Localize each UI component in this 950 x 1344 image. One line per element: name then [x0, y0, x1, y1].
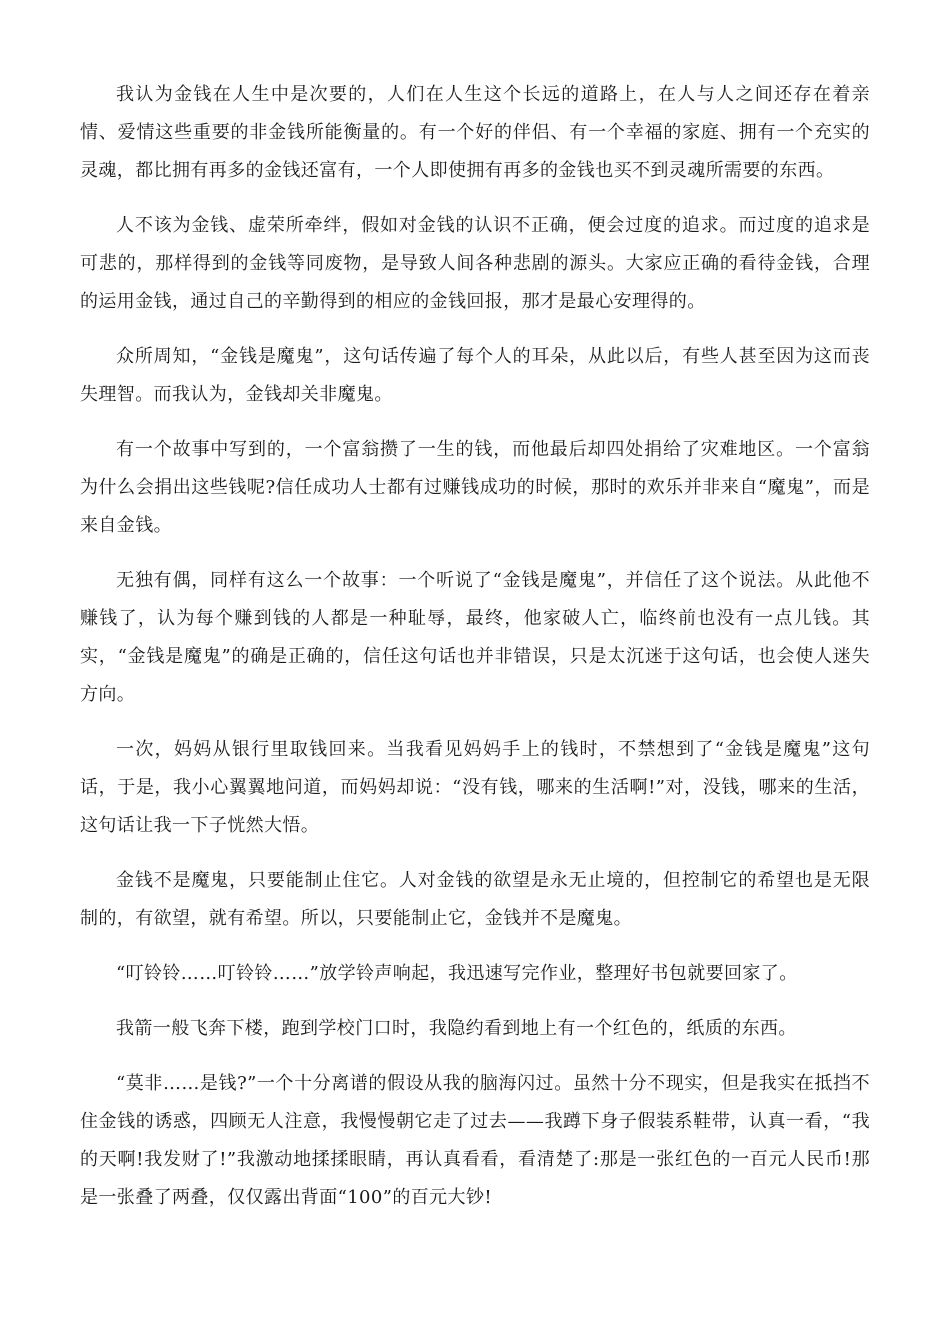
paragraph-10: “莫非……是钱?”一个十分离谱的假设从我的脑海闪过。虽然十分不现实，但是我实在抵挡不住金钱的诱惑，四顾无人注意，我慢慢朝它走了过去——我蹲下身子假装系鞋带，认真一看，“我的天啊!我发财了!”我激动地揉揉眼睛，再认真看看，看清楚了:那是一张红色的一百元人民币!那是一张叠了两叠，仅仅露出背面“100”的百元大钞! — [80, 1073, 870, 1208]
document-page — [80, 76, 870, 1234]
paragraph-3: 众所周知，“金钱是魔鬼”，这句话传遍了每个人的耳朵，从此以后，有些人甚至因为这而丧失理智。而我认为，金钱却关非魔鬼。 — [80, 346, 870, 405]
paragraph-5: 无独有偶，同样有这么一个故事：一个听说了“金钱是魔鬼”，并信任了这个说法。从此他不赚钱了，认为每个赚到钱的人都是一种耻辱，最终，他家破人亡，临终前也没有一点儿钱。其实，“金钱是魔鬼”的确是正确的，信任这句话也并非错误，只是太沉迷于这句话，也会使人迷失方向。 — [80, 570, 870, 705]
paragraph-7: 金钱不是魔鬼，只要能制止住它。人对金钱的欲望是永无止境的，但控制它的希望也是无限制的，有欲望，就有希望。所以，只要能制止它，金钱并不是魔鬼。 — [80, 870, 870, 929]
paragraph-4: 有一个故事中写到的，一个富翁攒了一生的钱，而他最后却四处捐给了灾难地区。一个富翁为什么会捐出这些钱呢?信任成功人士都有过赚钱成功的时候，那时的欢乐并非来自“魔鬼”，而是来自金钱。 — [80, 439, 870, 536]
paragraph-2: 人不该为金钱、虚荣所牵绊，假如对金钱的认识不正确，便会过度的追求。而过度的追求是可悲的，那样得到的金钱等同废物，是导致人间各种悲剧的源头。大家应正确的看待金钱，合理的运用金钱，通过自己的辛勤得到的相应的金钱回报，那才是最心安理得的。 — [80, 215, 870, 312]
paragraph-6: 一次，妈妈从银行里取钱回来。当我看见妈妈手上的钱时，不禁想到了“金钱是魔鬼”这句话，于是，我小心翼翼地问道，而妈妈却说：“没有钱，哪来的生活啊!”对，没钱，哪来的生活，这句话让我一下子恍然大悟。 — [80, 739, 870, 836]
paragraph-9: 我箭一般飞奔下楼，跑到学校门口时，我隐约看到地上有一个红色的，纸质的东西。 — [116, 1018, 797, 1039]
paragraph-1: 我认为金钱在人生中是次要的，人们在人生这个长远的道路上，在人与人之间还存在着亲情、爱情这些重要的非金钱所能衡量的。有一个好的伴侣、有一个幸福的家庭、拥有一个充实的灵魂，都比拥有再多的金钱还富有，一个人即使拥有再多的金钱也买不到灵魂所需要的东西。 — [80, 84, 870, 181]
paragraph-8: “叮铃铃……叮铃铃……”放学铃声响起，我迅速写完作业，整理好书包就要回家了。 — [116, 963, 798, 984]
